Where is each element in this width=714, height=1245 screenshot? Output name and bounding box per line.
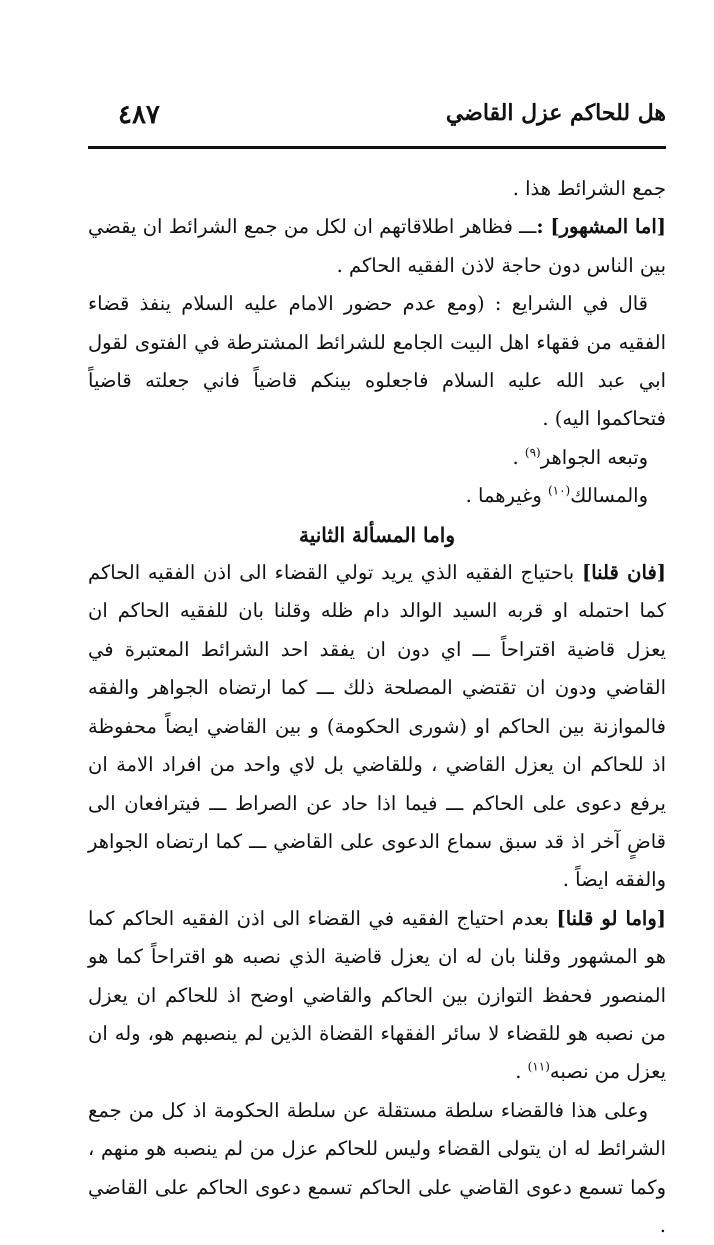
- paragraph-4: [88, 439, 666, 477]
- paragraph-7-lead: [واما لو قلنا]: [556, 906, 666, 930]
- section-heading: واما المسألة الثانية: [298, 522, 455, 547]
- paragraph-2-lead: [اما المشهور] :: [536, 215, 666, 239]
- paragraph-6-lead: [فان قلنا]: [582, 561, 666, 585]
- footnote-ref-10: (١٠): [547, 483, 571, 498]
- page-header: [88, 100, 666, 140]
- paragraph-1: جمع الشرائط هذا .: [512, 177, 666, 200]
- paragraph-5-end: وغيرهما .: [465, 484, 548, 508]
- paragraph-3: قال في الشرايع : (ومع عدم حضور الامام عليه السلام ينفذ قضاء الفقيه من فقهاء اهل البيت الجامع للشرائط المشترطة في الفتوى لقول ابي عبد الله عليه السلام فاجعلوه بينكم قاضياً فاني جعلته قاضياً فتحاكموا اليه) .: [88, 292, 666, 431]
- paragraph-5-text: والمسالك: [570, 484, 648, 508]
- paragraph-7: [88, 900, 666, 1092]
- paragraph-2: [88, 208, 666, 285]
- footnote-ref-9: (٩): [524, 445, 541, 460]
- paragraph-8: وعلى هذا فالقضاء سلطة مستقلة عن سلطة الحكومة اذ كل من جمع الشرائط له ان يتولى القضاء وليس للحاكم عزل من لم ينصبه هو منهم ، وكما تسمع دعوى القاضي على الحاكم تسمع دعوى الحاكم على القاضي .: [88, 1098, 666, 1237]
- paragraph-2-text: ـــ فظاهر اطلاقاتهم ان لكل من جمع الشرائط ان يقضي بين الناس دون حاجة لاذن الفقيه الحاكم .: [88, 215, 666, 277]
- paragraph-7-end: .: [515, 1060, 528, 1084]
- paragraph-6-text: باحتياج الفقيه الذي يريد تولي القضاء الى اذن الفقيه الحاكم كما احتمله او قربه السيد الوالد دام ظله وقلنا بان للفقيه الحاكم ان يعزل قاضية اقتراحاً ـــ اي دون ان يفقد احد الشرائط المعتبرة في القاضي ودون ان تقتضي المصلحة ذلك ـــ كما ارتضاه الجواهر والفقه فالموازنة بين الحاكم او (شورى الحكومة) و بين القاضي ايضاً محفوظة اذ للحاكم ان يعزل القاضي ، وللقاضي بل لاي واحد من افراد الامة ان يرفع دعوى على الحاكم ـــ فيما اذا حاد عن الصراط ـــ فيترافعان الى قاضٍ آخر اذ قد سبق سماع الدعوى على القاضي ـــ كما ارتضاه الجواهر والفقه ايضاً .: [88, 561, 666, 892]
- header-rule: [88, 146, 666, 149]
- paragraph-5: [88, 477, 666, 515]
- page-number: ٤٨٧: [118, 100, 160, 130]
- paragraph-7-text: بعدم احتياج الفقيه في القضاء الى اذن الفقيه الحاكم كما هو المشهور وقلنا بان له ان يعزل قاضية الذي نصبه هو اقتراحاً كما هو المنصور فحفظ التوازن بين الحاكم والقاضي اوضح اذ للحاكم ان يعزل من نصبه هو للقضاء لا سائر الفقهاء القضاة الذين لم ينصبهم هو، وله ان يعزل من نصبه: [88, 906, 666, 1084]
- footnote-ref-11: (١١): [527, 1059, 550, 1074]
- paragraph-4-text: وتبعه الجواهر: [540, 445, 648, 469]
- paragraph-4-end: .: [512, 445, 525, 469]
- body-text: [88, 170, 666, 1245]
- paragraph-6: [88, 554, 666, 900]
- running-title: هل للحاكم عزل القاضي: [445, 100, 666, 126]
